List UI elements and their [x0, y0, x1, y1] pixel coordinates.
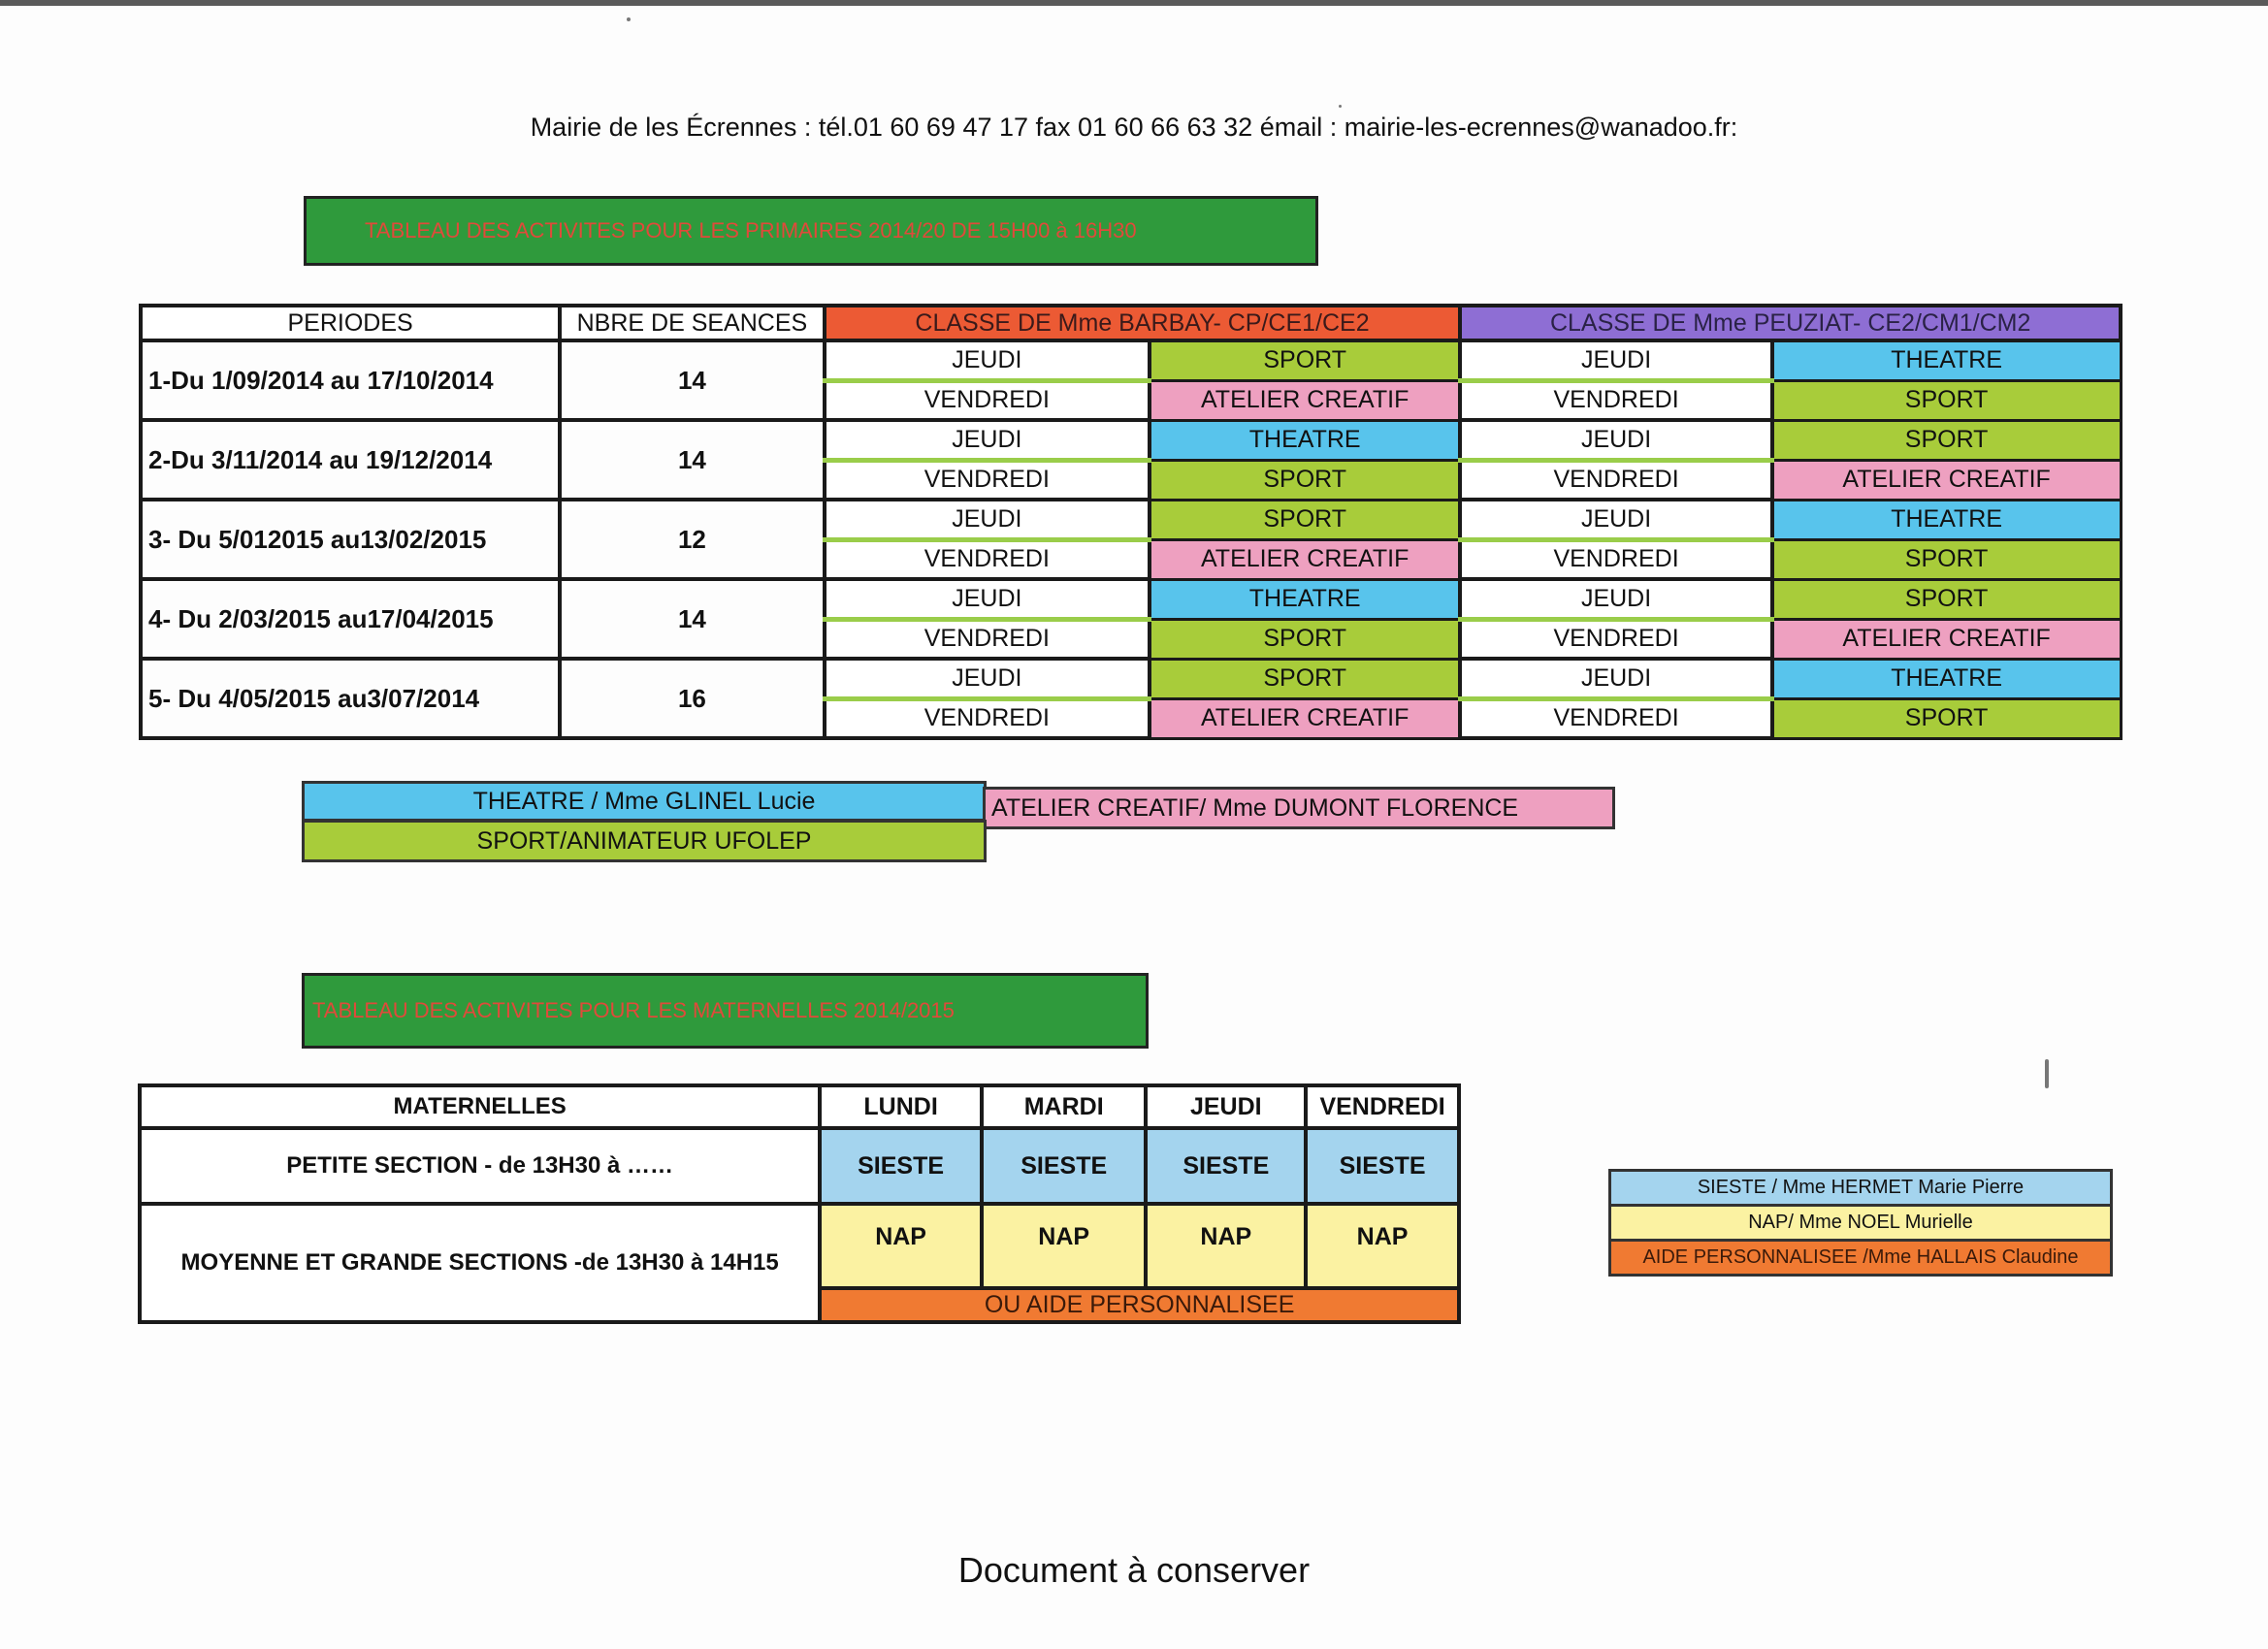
day-cell: VENDREDI [825, 460, 1150, 500]
day-cell: VENDREDI [825, 698, 1150, 738]
activity-cell: SPORT [1772, 579, 2121, 619]
aide-personnalisee-cell: OU AIDE PERSONNALISEE [820, 1288, 1459, 1322]
activity-cell: THEATRE [1150, 579, 1460, 619]
nap-cell: NAP [820, 1204, 982, 1288]
activity-cell: THEATRE [1772, 659, 2121, 698]
day-cell: VENDREDI [1460, 698, 1771, 738]
scan-speck [627, 17, 631, 21]
day-cell: VENDREDI [825, 380, 1150, 420]
legend-sport: SPORT/ANIMATEUR UFOLEP [302, 820, 987, 862]
day-cell: JEUDI [1460, 340, 1771, 380]
activity-cell: SPORT [1150, 340, 1460, 380]
periode-label: 3- Du 5/012015 au13/02/2015 [141, 500, 560, 579]
scan-edge [0, 0, 2268, 6]
legend-atelier: ATELIER CREATIF/ Mme DUMONT FLORENCE [983, 787, 1615, 829]
day-cell: JEUDI [825, 659, 1150, 698]
nap-cell: NAP [1146, 1204, 1306, 1288]
scan-speck [1339, 105, 1342, 108]
seances-count: 16 [560, 659, 825, 738]
legend-theatre: THEATRE / Mme GLINEL Lucie [302, 781, 987, 822]
scan-mark [2045, 1059, 2049, 1088]
nap-cell: NAP [982, 1204, 1147, 1288]
sieste-cell: SIESTE [1146, 1128, 1306, 1204]
sieste-cell: SIESTE [982, 1128, 1147, 1204]
activity-cell: SPORT [1150, 619, 1460, 659]
activity-cell: THEATRE [1772, 340, 2121, 380]
nap-cell: NAP [1306, 1204, 1459, 1288]
primaires-table [139, 304, 2122, 740]
day-header: MARDI [982, 1085, 1147, 1128]
legend-nap: NAP/ Mme NOEL Murielle [1610, 1206, 2112, 1241]
day-header: JEUDI [1146, 1085, 1306, 1128]
maternelles-legend [1608, 1169, 2113, 1277]
legend-sieste: SIESTE / Mme HERMET Marie Pierre [1610, 1171, 2112, 1206]
day-cell: JEUDI [825, 579, 1150, 619]
activity-cell: ATELIER CREATIF [1150, 380, 1460, 420]
day-cell: VENDREDI [1460, 619, 1771, 659]
day-header: VENDREDI [1306, 1085, 1459, 1128]
sieste-cell: SIESTE [820, 1128, 982, 1204]
day-cell: JEUDI [825, 340, 1150, 380]
day-cell: JEUDI [1460, 579, 1771, 619]
activity-cell: SPORT [1772, 380, 2121, 420]
header-classe-peuziat: CLASSE DE Mme PEUZIAT- CE2/CM1/CM2 [1460, 306, 2121, 340]
contact-line: Mairie de les Écrennes : tél.01 60 69 47 17 fax 01 60 66 63 32 émail : mairie-les-ecrennes@wanadoo.fr: [530, 113, 1738, 142]
day-cell: VENDREDI [1460, 539, 1771, 579]
periode-label: 2-Du 3/11/2014 au 19/12/2014 [141, 420, 560, 500]
day-cell: JEUDI [825, 500, 1150, 539]
activity-cell: ATELIER CREATIF [1772, 460, 2121, 500]
seances-count: 14 [560, 340, 825, 420]
legend-aide: AIDE PERSONNALISEE /Mme HALLAIS Claudine [1610, 1241, 2112, 1276]
header-maternelles: MATERNELLES [140, 1085, 820, 1128]
petite-section-label: PETITE SECTION - de 13H30 à …… [140, 1128, 820, 1204]
periode-label: 5- Du 4/05/2015 au3/07/2014 [141, 659, 560, 738]
activity-cell: SPORT [1150, 460, 1460, 500]
day-cell: VENDREDI [1460, 380, 1771, 420]
day-cell: VENDREDI [825, 619, 1150, 659]
day-cell: JEUDI [1460, 420, 1771, 460]
activity-cell: SPORT [1150, 500, 1460, 539]
header-seances: NBRE DE SEANCES [560, 306, 825, 340]
activity-cell: SPORT [1772, 539, 2121, 579]
header-classe-barbay: CLASSE DE Mme BARBAY- CP/CE1/CE2 [825, 306, 1461, 340]
seances-count: 12 [560, 500, 825, 579]
seances-count: 14 [560, 579, 825, 659]
day-cell: JEUDI [825, 420, 1150, 460]
activity-cell: SPORT [1150, 659, 1460, 698]
day-cell: JEUDI [1460, 659, 1771, 698]
maternelles-title: TABLEAU DES ACTIVITES POUR LES MATERNELLES 2014/2015 [302, 973, 1149, 1049]
primaires-title: TABLEAU DES ACTIVITES POUR LES PRIMAIRES 2014/20 DE 15H00 à 16H30 [304, 196, 1318, 266]
activity-cell: ATELIER CREATIF [1772, 619, 2121, 659]
activity-cell: SPORT [1772, 698, 2121, 738]
day-cell: VENDREDI [825, 539, 1150, 579]
day-cell: JEUDI [1460, 500, 1771, 539]
periode-label: 1-Du 1/09/2014 au 17/10/2014 [141, 340, 560, 420]
periode-label: 4- Du 2/03/2015 au17/04/2015 [141, 579, 560, 659]
footer-note: Document à conserver [957, 1550, 1311, 1590]
day-header: LUNDI [820, 1085, 982, 1128]
activity-cell: THEATRE [1772, 500, 2121, 539]
maternelles-table [138, 1083, 1461, 1324]
activity-cell: ATELIER CREATIF [1150, 698, 1460, 738]
day-cell: VENDREDI [1460, 460, 1771, 500]
sieste-cell: SIESTE [1306, 1128, 1459, 1204]
activity-cell: ATELIER CREATIF [1150, 539, 1460, 579]
activity-cell: THEATRE [1150, 420, 1460, 460]
seances-count: 14 [560, 420, 825, 500]
moyenne-section-label: MOYENNE ET GRANDE SECTIONS -de 13H30 à 14H15 [140, 1204, 820, 1322]
header-periodes: PERIODES [141, 306, 560, 340]
activity-cell: SPORT [1772, 420, 2121, 460]
